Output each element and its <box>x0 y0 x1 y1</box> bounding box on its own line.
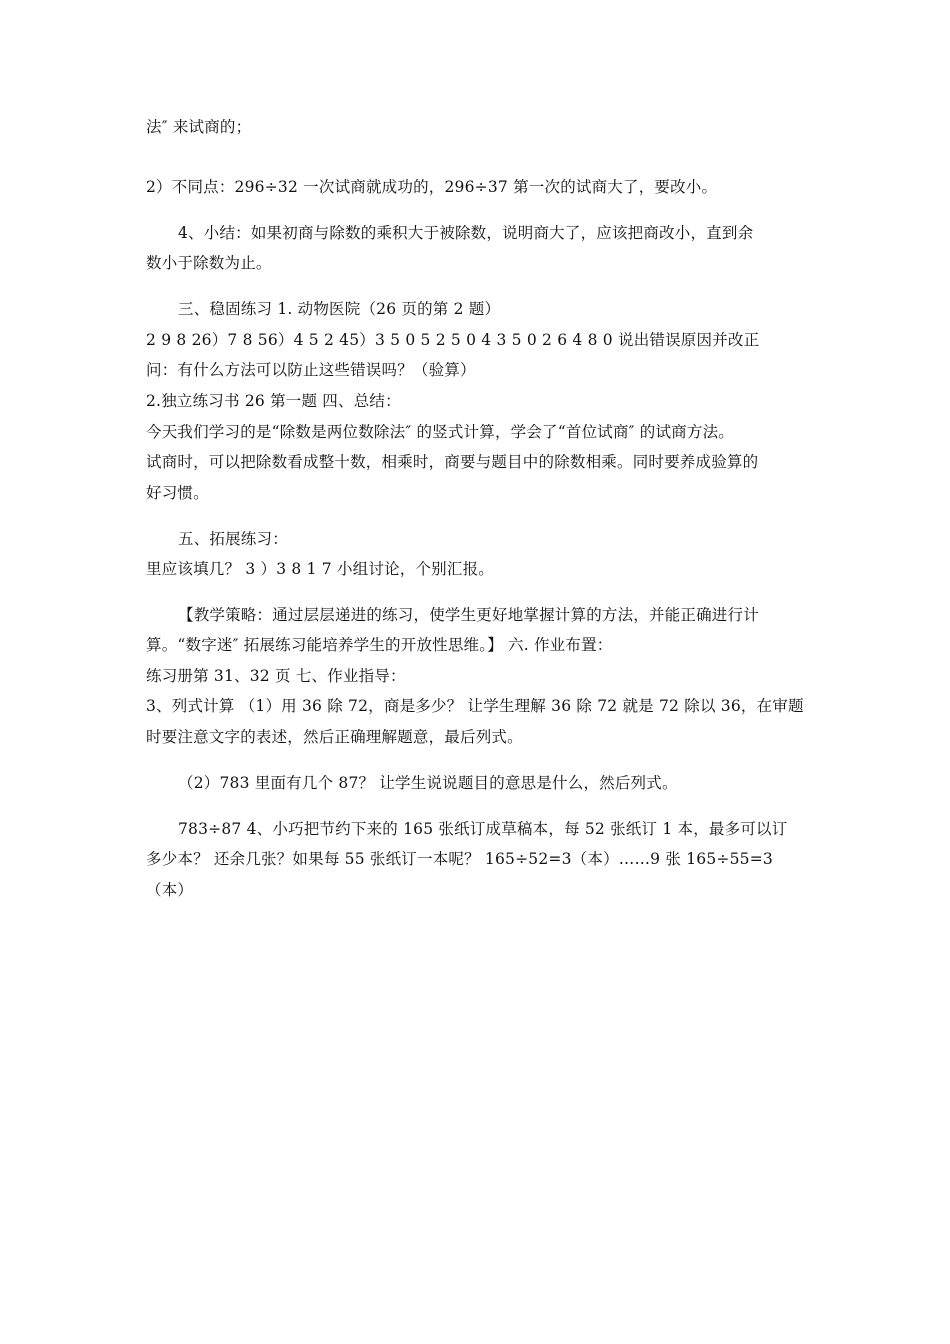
text-line: （2）783 里面有几个 87？ 让学生说说题目的意思是什么，然后列式。 <box>178 774 678 792</box>
text-line: （本） <box>146 881 194 899</box>
text-line: 练习册第 31、32 页 七、作业指导： <box>146 667 406 685</box>
text-line: 2）不同点：296÷32 一次试商就成功的，296÷37 第一次的试商大了，要改小。 <box>146 178 718 196</box>
text-line: 数小于除数为止。 <box>146 254 272 272</box>
text-line: 3、列式计算 （1）用 36 除 72，商是多少？ 让学生理解 36 除 72 就是 72 除以 36，在审题 <box>146 697 804 715</box>
text-line: 783÷87 4、小巧把节约下来的 165 张纸订成草稿本，每 52 张纸订 1 本，最多可以订 <box>178 820 788 838</box>
text-line: 多少本？ 还余几张？如果每 55 张纸订一本呢？ 165÷52=3（本）……9 张 165÷55=3 <box>146 850 773 868</box>
text-line: 里应该填几？ 3 ）3 8 1 7 小组讨论，个别汇报。 <box>146 560 494 578</box>
text-line: 算。“数字迷″ 拓展练习能培养学生的开放性思维。】 六. 作业布置： <box>146 636 613 654</box>
text-line: 4、小结：如果初商与除数的乘积大于被除数，说明商大了，应该把商改小，直到余 <box>178 224 754 242</box>
text-line: 2 9 8 26）7 8 56）4 5 2 45）3 5 0 5 2 5 0 4 3 5 0 2 6 4 8 0 说出错误原因并改正 <box>146 331 760 349</box>
text-line: 时要注意文字的表述，然后正确理解题意，最后列式。 <box>146 728 523 746</box>
text-line: 今天我们学习的是“除数是两位数除法″ 的竖式计算，学会了“首位试商″ 的试商方法。 <box>146 423 734 441</box>
text-line: 【教学策略：通过层层递进的练习，使学生更好地掌握计算的方法，并能正确进行计 <box>178 606 759 624</box>
text-line: 五、拓展练习： <box>178 530 288 548</box>
text-line: 试商时，可以把除数看成整十数，相乘时，商要与题目中的除数相乘。同时要养成验算的 <box>146 453 759 471</box>
text-line: 2.独立练习书 26 第一题 四、总结： <box>146 392 401 410</box>
text-line: 法″ 来试商的； <box>146 118 252 136</box>
text-line: 好习惯。 <box>146 484 209 502</box>
text-line: 三、稳固练习 1. 动物医院（26 页的第 2 题） <box>178 300 501 318</box>
text-line: 问：有什么方法可以防止这些错误吗？（验算） <box>146 361 476 379</box>
